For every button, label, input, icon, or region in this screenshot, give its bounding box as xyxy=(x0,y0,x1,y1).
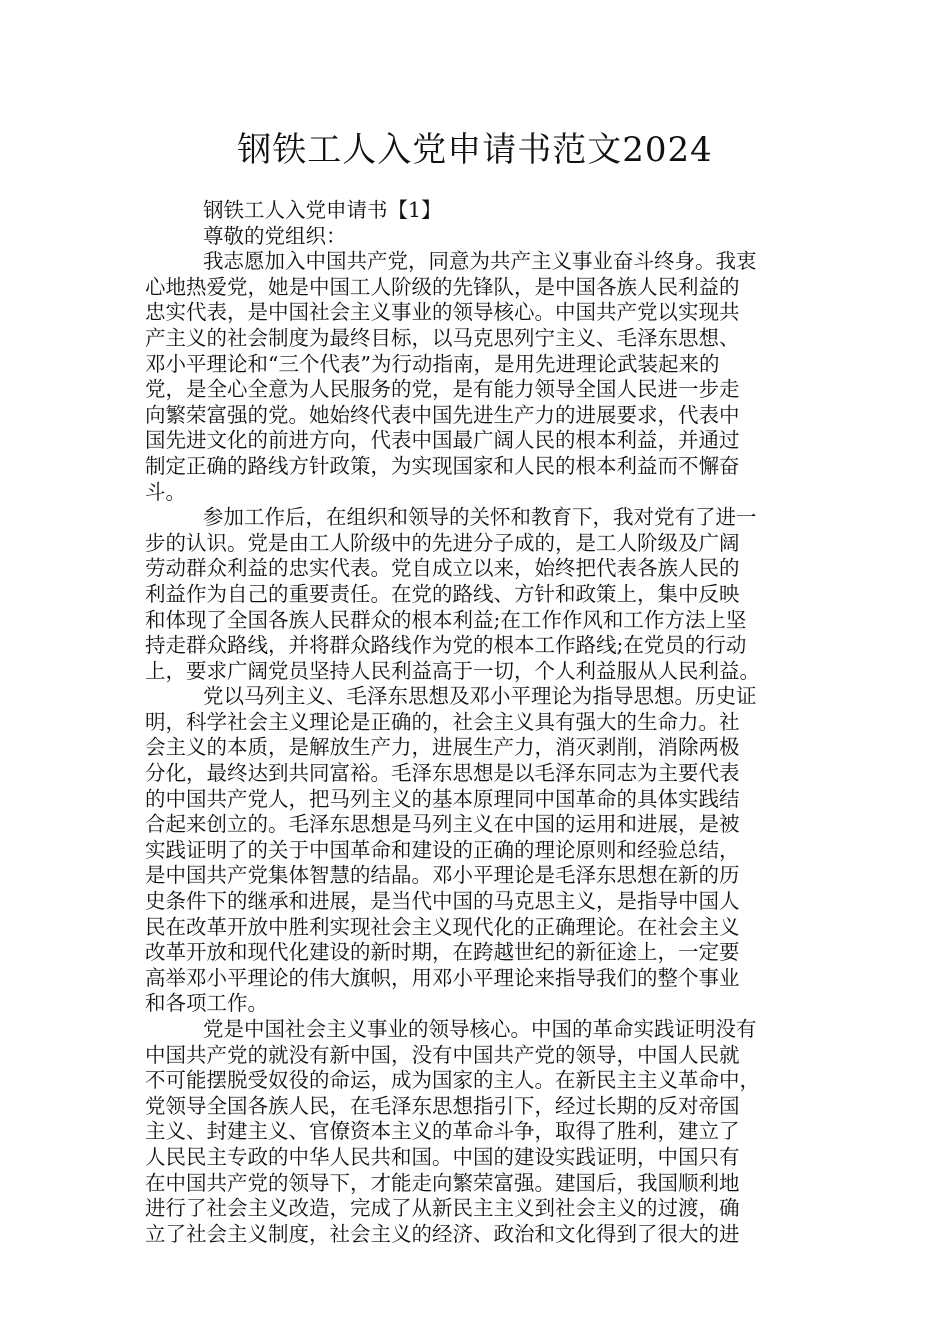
paragraph-line: 党，是全心全意为人民服务的党，是有能力领导全国人民进一步走 xyxy=(145,377,740,402)
section-heading: 钢铁工人入党申请书【1】 xyxy=(203,198,442,222)
paragraph-line: 中国共产党的就没有新中国，没有中国共产党的领导，中国人民就 xyxy=(145,1042,740,1067)
paragraph xyxy=(145,1017,805,1247)
paragraph-line: 改革开放和现代化建设的新时期，在跨越世纪的新征途上，一定要 xyxy=(145,940,740,965)
paragraph-line: 忠实代表，是中国社会主义事业的领导核心。中国共产党以实现共 xyxy=(145,300,740,325)
paragraph-line: 分化，最终达到共同富裕。毛泽东思想是以毛泽东同志为主要代表 xyxy=(145,761,740,786)
paragraph-line: 不可能摆脱受奴役的命运，成为国家的主人。在新民主主义革命中， xyxy=(145,1068,760,1093)
paragraph-line: 利益作为自己的重要责任。在党的路线、方针和政策上，集中反映 xyxy=(145,581,740,606)
paragraph-line: 国先进文化的前进方向，代表中国最广阔人民的根本利益，并通过 xyxy=(145,428,740,453)
paragraph-line: 进行了社会主义改造，完成了从新民主主义到社会主义的过渡，确 xyxy=(145,1196,740,1221)
document-title: 钢铁工人入党申请书范文2024 xyxy=(237,130,713,170)
paragraph-line: 步的认识。党是由工人阶级中的先进分子成的，是工人阶级及广阔 xyxy=(145,530,740,555)
paragraph xyxy=(145,684,805,1017)
paragraph-line: 持走群众路线，并将群众路线作为党的根本工作路线;在党员的行动 xyxy=(145,633,747,658)
paragraph-line: 实践证明了的关于中国革命和建设的正确的理论原则和经验总结， xyxy=(145,837,740,862)
paragraph-line: 明，科学社会主义理论是正确的，社会主义具有强大的生命力。社 xyxy=(145,709,740,734)
paragraph-line: 党是中国社会主义事业的领导核心。中国的革命实践证明没有 xyxy=(203,1017,757,1041)
paragraph-line: 邓小平理论和“三个代表”为行动指南，是用先进理论武装起来的 xyxy=(145,351,720,376)
salutation: 尊敬的党组织： xyxy=(203,223,347,248)
document-body xyxy=(145,198,805,1247)
paragraph-line: 我志愿加入中国共产党，同意为共产主义事业奋斗终身。我衷 xyxy=(203,249,757,274)
paragraph-line: 民在改革开放中胜利实现社会主义现代化的正确理论。在社会主义 xyxy=(145,914,740,939)
paragraph-line: 党领导全国各族人民，在毛泽东思想指引下，经过长期的反对帝国 xyxy=(145,1093,740,1118)
paragraph-line: 和各项工作。 xyxy=(145,991,268,1016)
paragraph-line: 心地热爱党，她是中国工人阶级的先锋队，是中国各族人民利益的 xyxy=(145,274,740,299)
paragraph-line: 高举邓小平理论的伟大旗帜，用邓小平理论来指导我们的整个事业 xyxy=(145,965,740,990)
paragraph-line: 是中国共产党集体智慧的结晶。邓小平理论是毛泽东思想在新的历 xyxy=(145,863,740,888)
paragraph-line: 参加工作后，在组织和领导的关怀和教育下，我对党有了进一 xyxy=(203,505,757,530)
paragraph-line: 斗。 xyxy=(145,479,186,504)
paragraph xyxy=(145,249,805,505)
paragraph-line: 的中国共产党人，把马列主义的基本原理同中国革命的具体实践结 xyxy=(145,786,740,811)
paragraph-line: 和体现了全国各族人民群众的根本利益;在工作作风和工作方法上坚 xyxy=(145,607,747,632)
paragraph xyxy=(145,505,805,684)
paragraph-line: 人民民主专政的中华人民共和国。中国的建设实践证明，中国只有 xyxy=(145,1144,740,1169)
paragraph-line: 制定正确的路线方针政策，为实现国家和人民的根本利益而不懈奋 xyxy=(145,453,740,478)
paragraph-line: 主义、封建主义、官僚资本主义的革命斗争，取得了胜利，建立了 xyxy=(145,1119,740,1144)
paragraph-line: 党以马列主义、毛泽东思想及邓小平理论为指导思想。历史证 xyxy=(203,684,757,709)
paragraph-line: 向繁荣富强的党。她始终代表中国先进生产力的进展要求，代表中 xyxy=(145,402,740,427)
paragraph-line: 史条件下的继承和进展，是当代中国的马克思主义，是指导中国人 xyxy=(145,889,740,914)
paragraph-line: 劳动群众利益的忠实代表。党自成立以来，始终把代表各族人民的 xyxy=(145,556,740,581)
paragraph-line: 立了社会主义制度，社会主义的经济、政治和文化得到了很大的进 xyxy=(145,1221,740,1246)
paragraph-line: 在中国共产党的领导下，才能走向繁荣富强。建国后，我国顺利地 xyxy=(145,1170,740,1195)
paragraph-line: 上，要求广阔党员坚持人民利益高于一切，个人利益服从人民利益。 xyxy=(145,658,760,683)
paragraph-line: 合起来创立的。毛泽东思想是马列主义在中国的运用和进展，是被 xyxy=(145,812,740,837)
paragraph-line: 会主义的本质，是解放生产力，进展生产力，消灭剥削，消除两极 xyxy=(145,735,740,760)
paragraph-line: 产主义的社会制度为最终目标，以马克思列宁主义、毛泽东思想、 xyxy=(145,325,740,350)
